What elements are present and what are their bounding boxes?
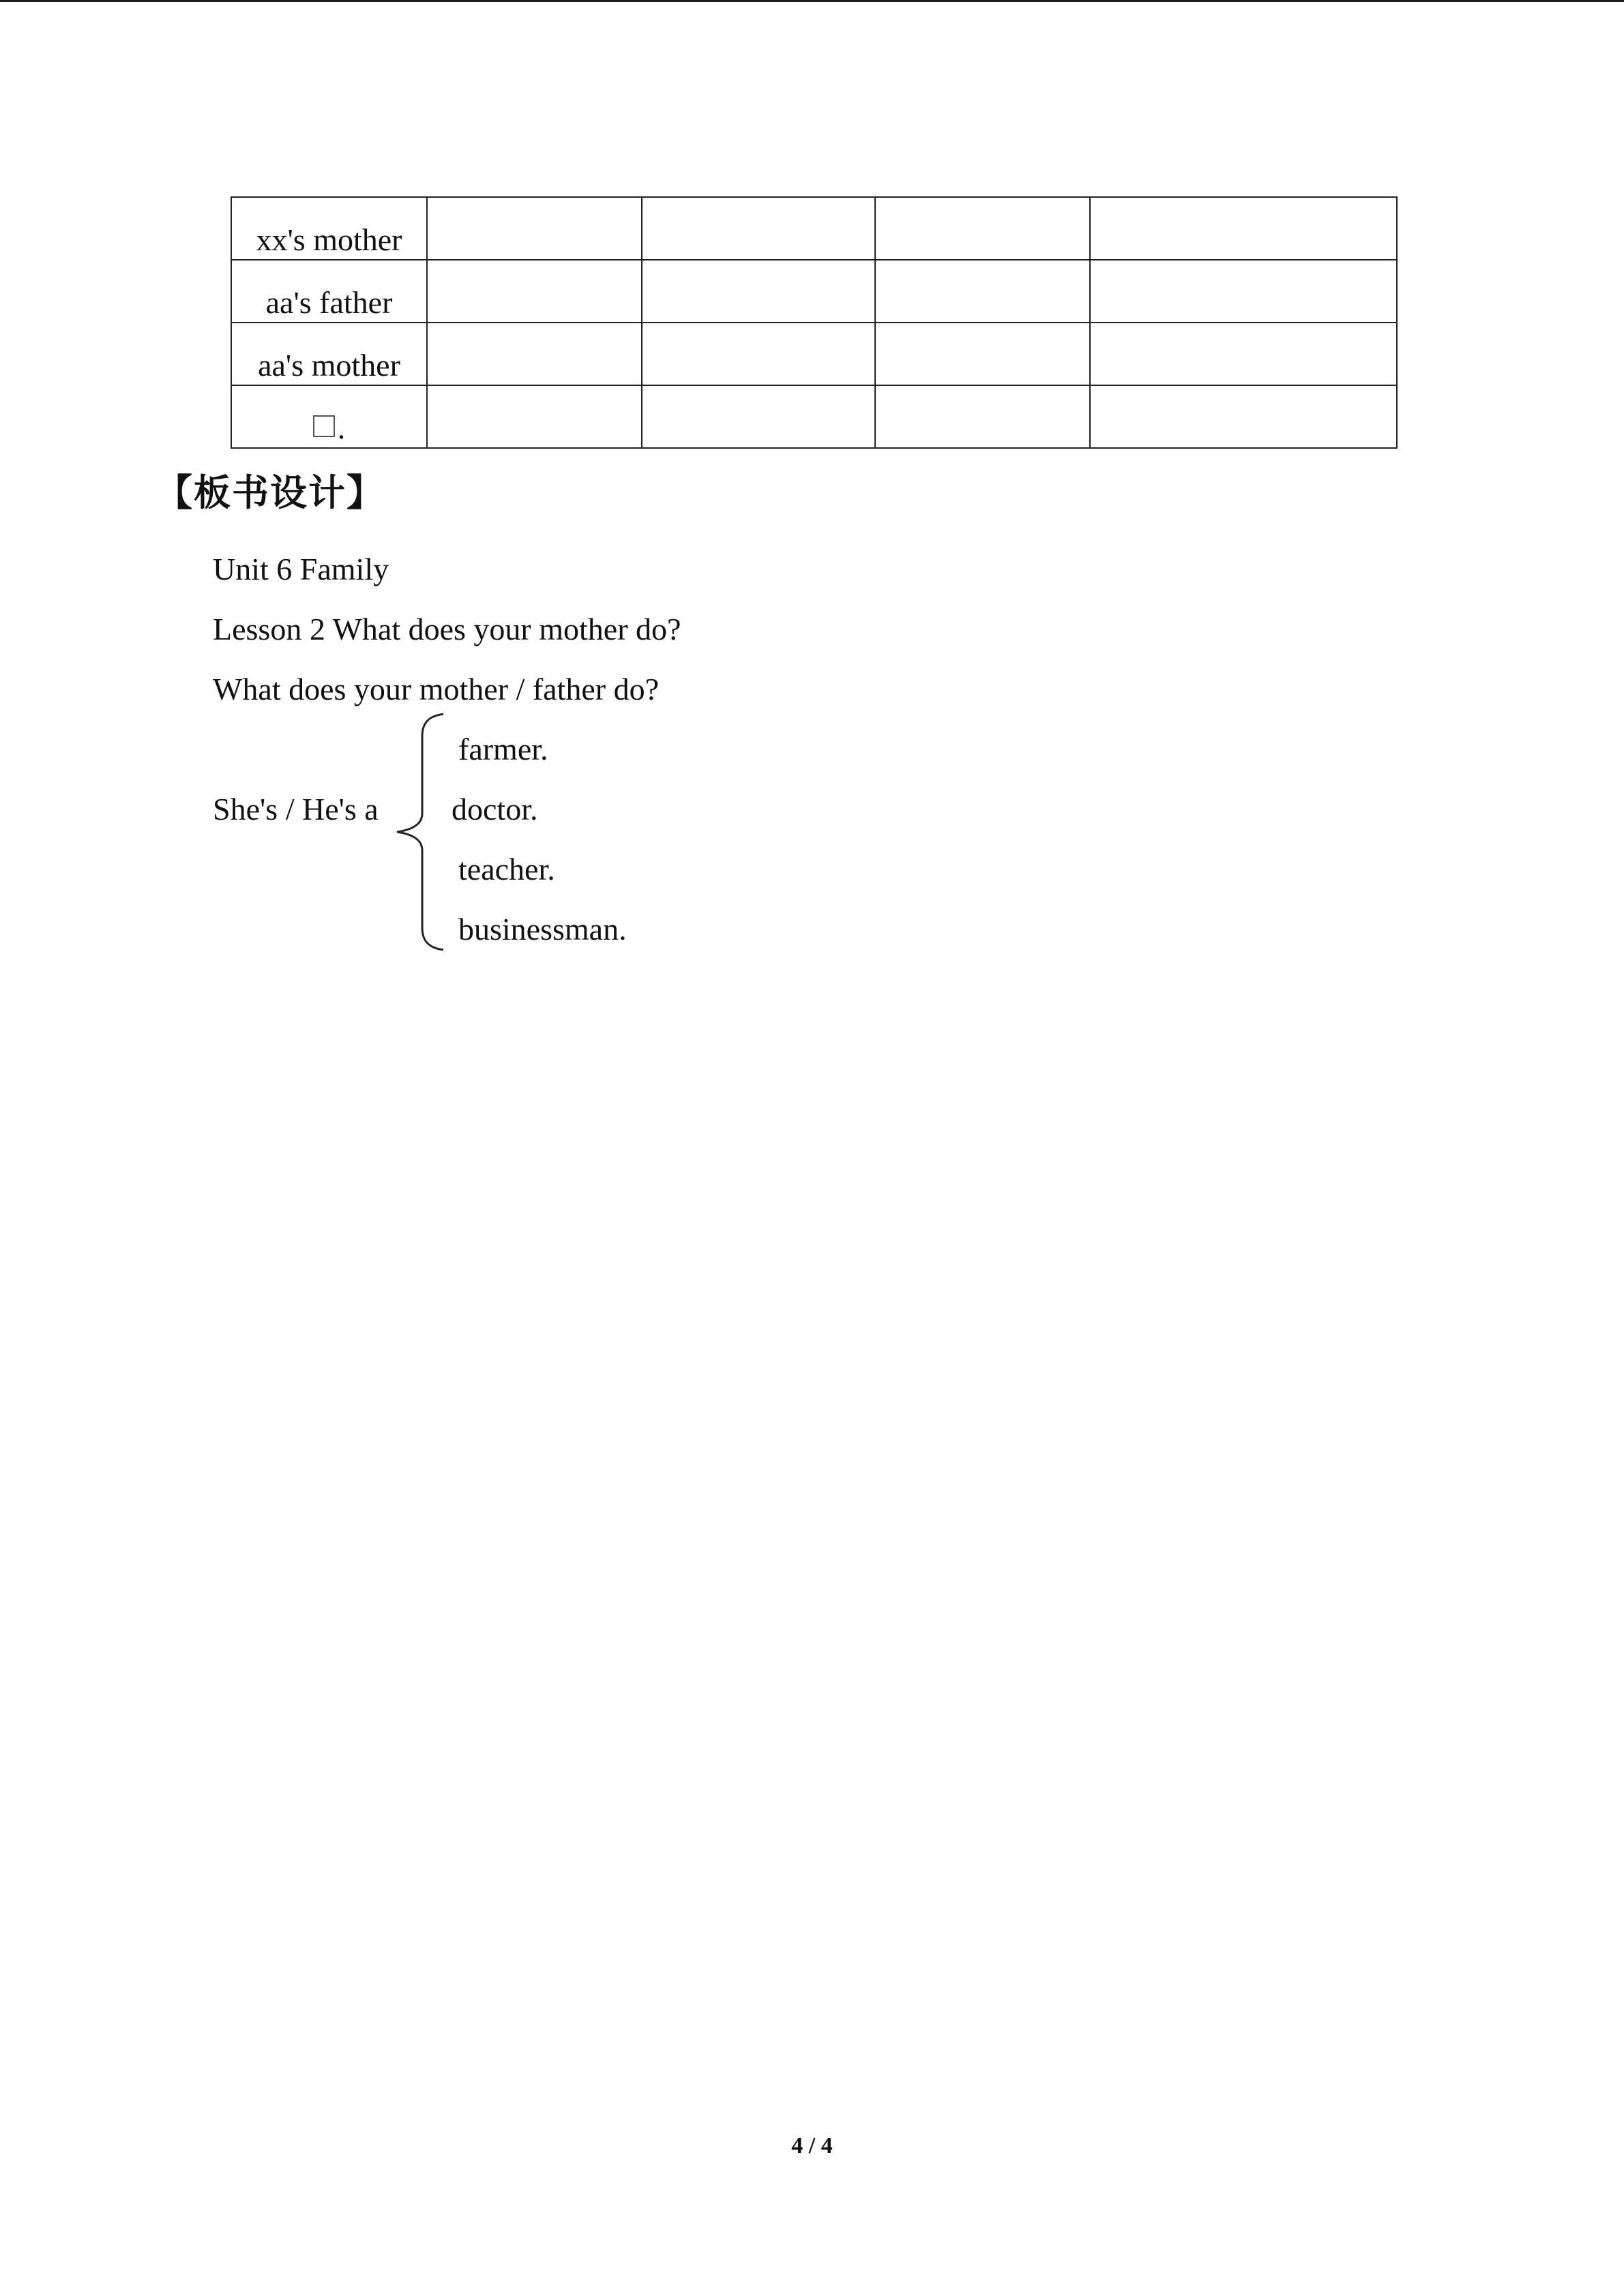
answer-stem: She's / He's a [213,792,379,826]
page-number: 4 / 4 [791,2133,833,2158]
table-cell [642,323,875,385]
table-cell [875,323,1090,385]
option-businessman: businessman. [458,912,627,946]
table-cell [1090,260,1397,323]
row-label: aa's mother [231,323,427,385]
table-row [231,260,1397,323]
table-cell [1090,385,1397,448]
table-cell [642,385,875,448]
row-label: xx's mother [231,197,427,260]
curly-brace-icon [389,713,443,951]
option-doctor: doctor. [452,792,538,826]
family-jobs-table [231,196,1398,449]
row-label-placeholder [231,385,427,448]
board-design-heading: 【板书设计】 [156,471,385,514]
table-cell [642,260,875,323]
table-cell [427,385,642,448]
row-label-text: . [337,411,346,445]
table-cell [427,197,642,260]
table-cell [427,323,642,385]
lesson-title: Lesson 2 What does your mother do? [213,612,681,646]
unit-title: Unit 6 Family [213,552,389,586]
empty-box-icon [313,415,335,437]
table-cell [875,260,1090,323]
table-cell [875,385,1090,448]
table-cell [427,260,642,323]
option-farmer: farmer. [458,732,548,766]
top-border-line [0,0,1624,2]
table-cell [1090,197,1397,260]
table-row [231,197,1397,260]
row-label: aa's father [231,260,427,323]
table-cell [875,197,1090,260]
table-row [231,385,1397,448]
table-cell [1090,323,1397,385]
table-row [231,323,1397,385]
table-cell [642,197,875,260]
question-sentence: What does your mother / father do? [213,672,659,706]
option-teacher: teacher. [458,852,555,886]
